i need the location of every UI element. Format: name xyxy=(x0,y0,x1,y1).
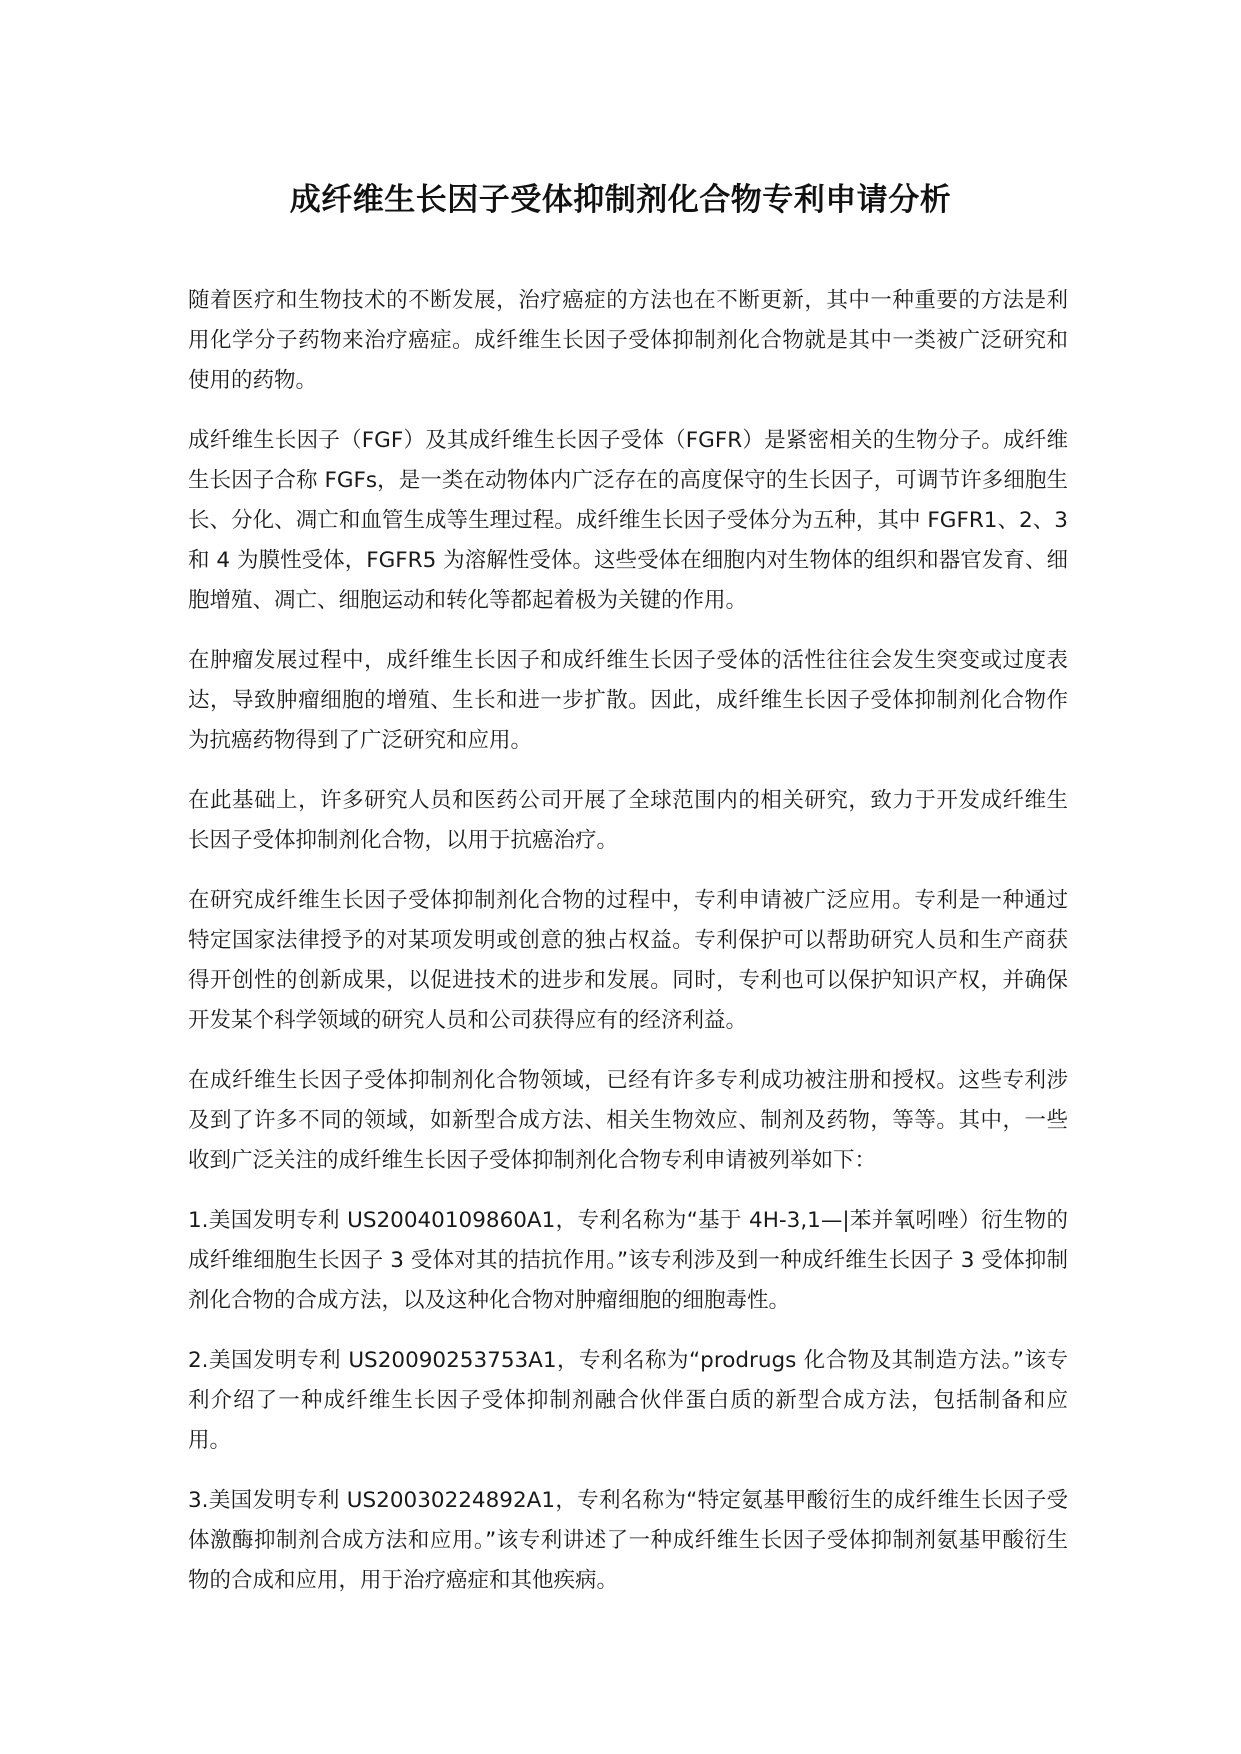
document-body xyxy=(188,281,1068,1621)
list-item-patent-1: 1.美国发明专利 US20040109860A1，专利名称为“基于 4H-3,1—|苯并氧吲唑）衍生物的成纤维细胞生长因子 3 受体对其的拮抗作用。”该专利涉及到一种成纤维生长因子 3 受体抑制剂化合物的合成方法，以及这种化合物对肿瘤细胞的细胞毒性。 xyxy=(188,1208,1068,1313)
paragraph-intro: 随着医疗和生物技术的不断发展，治疗癌症的方法也在不断更新，其中一种重要的方法是利用化学分子药物来治疗癌症。成纤维生长因子受体抑制剂化合物就是其中一类被广泛研究和使用的药物。 xyxy=(188,288,1068,393)
paragraph-research-basis: 在此基础上，许多研究人员和医药公司开展了全球范围内的相关研究，致力于开发成纤维生长因子受体抑制剂化合物，以用于抗癌治疗。 xyxy=(188,788,1068,853)
paragraph-fgf-background: 成纤维生长因子（FGF）及其成纤维生长因子受体（FGFR）是紧密相关的生物分子。成纤维生长因子合称 FGFs，是一类在动物体内广泛存在的高度保守的生长因子，可调节许多细胞生长、分化、凋亡和血管生成等生理过程。成纤维生长因子受体分为五种，其中 FGFR1、2、3 和 4 为膜性受体，FGFR5 为溶解性受体。这些受体在细胞内对生物体的组织和器官发育、细胞增殖、凋亡、细胞运动和转化等都起着极为关键的作用。 xyxy=(188,428,1068,613)
paragraph-patent-field: 在成纤维生长因子受体抑制剂化合物领域，已经有许多专利成功被注册和授权。这些专利涉及到了许多不同的领域，如新型合成方法、相关生物效应、制剂及药物，等等。其中，一些收到广泛关注的成纤维生长因子受体抑制剂化合物专利申请被列举如下： xyxy=(188,1068,1068,1173)
list-item-patent-3: 3.美国发明专利 US20030224892A1，专利名称为“特定氨基甲酸衍生的成纤维生长因子受体激酶抑制剂合成方法和应用。”该专利讲述了一种成纤维生长因子受体抑制剂氨基甲酸衍生物的合成和应用，用于治疗癌症和其他疾病。 xyxy=(188,1488,1068,1593)
document-title: 成纤维生长因子受体抑制剂化合物专利申请分析 xyxy=(289,182,952,218)
list-item-patent-2: 2.美国发明专利 US20090253753A1，专利名称为“prodrugs 化合物及其制造方法。”该专利介绍了一种成纤维生长因子受体抑制剂融合伙伴蛋白质的新型合成方法，包括制备和应用。 xyxy=(188,1348,1068,1453)
paragraph-patent-role: 在研究成纤维生长因子受体抑制剂化合物的过程中，专利申请被广泛应用。专利是一种通过特定国家法律授予的对某项发明或创意的独占权益。专利保护可以帮助研究人员和生产商获得开创性的创新成果，以促进技术的进步和发展。同时，专利也可以保护知识产权，并确保开发某个科学领域的研究人员和公司获得应有的经济利益。 xyxy=(188,888,1068,1033)
paragraph-tumor-development: 在肿瘤发展过程中，成纤维生长因子和成纤维生长因子受体的活性往往会发生突变或过度表达，导致肿瘤细胞的增殖、生长和进一步扩散。因此，成纤维生长因子受体抑制剂化合物作为抗癌药物得到了广泛研究和应用。 xyxy=(188,648,1068,753)
